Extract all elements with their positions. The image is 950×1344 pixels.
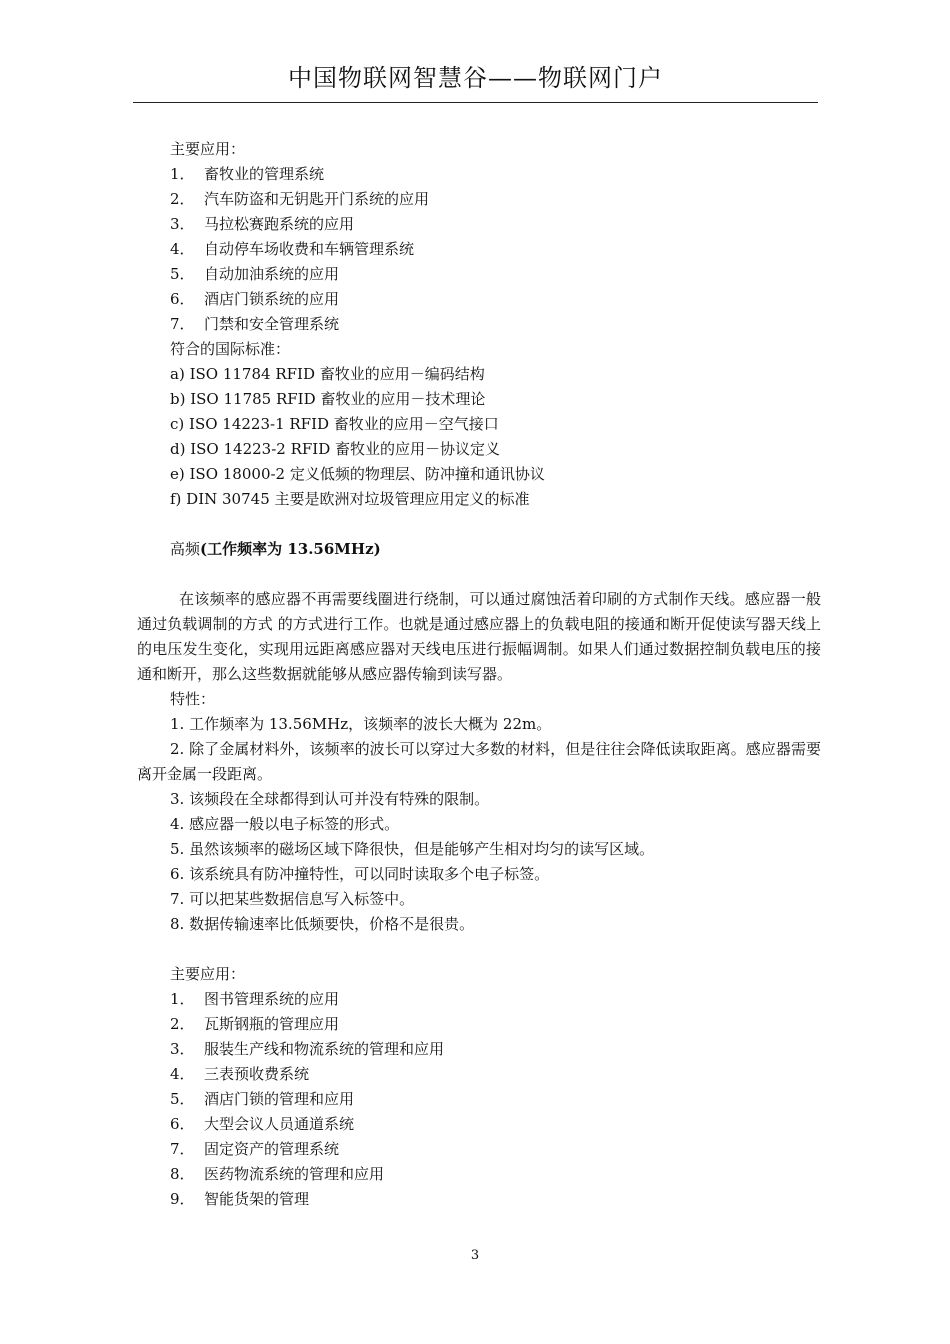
list-item: 6． 酒店门锁系统的应用 <box>170 290 340 308</box>
list-item: 2． 瓦斯钢瓶的管理应用 <box>170 1015 340 1033</box>
standard-item: e) ISO 18000-2 定义低频的物理层、防冲撞和通讯协议 <box>170 465 545 483</box>
standards-heading: 符合的国际标准： <box>170 340 291 358</box>
standard-item: b) ISO 11785 RFID 畜牧业的应用－技术理论 <box>170 390 486 408</box>
feature-item: 4. 感应器一般以电子标签的形式。 <box>170 815 400 833</box>
list-item: 7． 固定资产的管理系统 <box>170 1140 340 1158</box>
page-header <box>133 58 818 103</box>
list-item: 4． 三表预收费系统 <box>170 1065 310 1083</box>
header-title: 中国物联网智慧谷——物联网门户 <box>288 64 663 92</box>
list-item: 1． 图书管理系统的应用 <box>170 990 340 1008</box>
standard-item: c) ISO 14223-1 RFID 畜牧业的应用－空气接口 <box>170 415 499 433</box>
feature-item: 5. 虽然该频率的磁场区域下降很快，但是能够产生相对均匀的读写区域。 <box>170 840 655 858</box>
feature-item: 1. 工作频率为 13.56MHz，该频率的波长大概为 22m。 <box>170 715 552 733</box>
standard-item: a) ISO 11784 RFID 畜牧业的应用－编码结构 <box>170 365 485 383</box>
list-item: 4． 自动停车场收费和车辆管理系统 <box>170 240 415 258</box>
apps-heading: 主要应用： <box>170 140 246 158</box>
list-item: 7． 门禁和安全管理系统 <box>170 315 340 333</box>
list-item: 5． 自动加油系统的应用 <box>170 265 340 283</box>
feature-item: 6. 该系统具有防冲撞特性，可以同时读取多个电子标签。 <box>170 865 550 883</box>
section-heading: 高频(工作频率为 13.56MHz) <box>170 540 381 558</box>
feature-item: 8. 数据传输速率比低频要快，价格不是很贵。 <box>170 915 475 933</box>
list-item: 2． 汽车防盗和无钥匙开门系统的应用 <box>170 190 430 208</box>
list-item: 9． 智能货架的管理 <box>170 1190 310 1208</box>
list-item: 8． 医药物流系统的管理和应用 <box>170 1165 385 1183</box>
feature-item: 7. 可以把某些数据信息写入标签中。 <box>170 890 415 908</box>
features-heading: 特性： <box>170 690 216 708</box>
page-number: 3 <box>470 1248 480 1263</box>
feature-item: 2. 除了金属材料外，该频率的波长可以穿过大多数的材料，但是往往会降低读取距离。感应器需要离开金属一段距离。 <box>137 740 821 783</box>
body-paragraph: 在该频率的感应器不再需要线圈进行绕制，可以通过腐蚀活着印刷的方式制作天线。感应器一般通过负载调制的方式 的方式进行工作。也就是通过感应器上的负载电阻的接通和断开促使读写器天线上的电压发生变化，实现用远距离感应器对天线电压进行振幅调制。如果人们通过数据控制负载电压的接通和断开，那么这些数据就能够从感应器传输到读写器。 <box>137 590 821 683</box>
list-item: 1． 畜牧业的管理系统 <box>170 165 325 183</box>
list-item: 3． 马拉松赛跑系统的应用 <box>170 215 355 233</box>
list-item: 5． 酒店门锁的管理和应用 <box>170 1090 355 1108</box>
apps-heading: 主要应用： <box>170 965 246 983</box>
list-item: 3． 服装生产线和物流系统的管理和应用 <box>170 1040 445 1058</box>
standard-item: d) ISO 14223-2 RFID 畜牧业的应用－协议定义 <box>170 440 501 458</box>
feature-item: 3. 该频段在全球都得到认可并没有特殊的限制。 <box>170 790 490 808</box>
document-body <box>137 137 821 1212</box>
standard-item: f) DIN 30745 主要是欧洲对垃圾管理应用定义的标准 <box>170 490 530 508</box>
list-item: 6． 大型会议人员通道系统 <box>170 1115 355 1133</box>
